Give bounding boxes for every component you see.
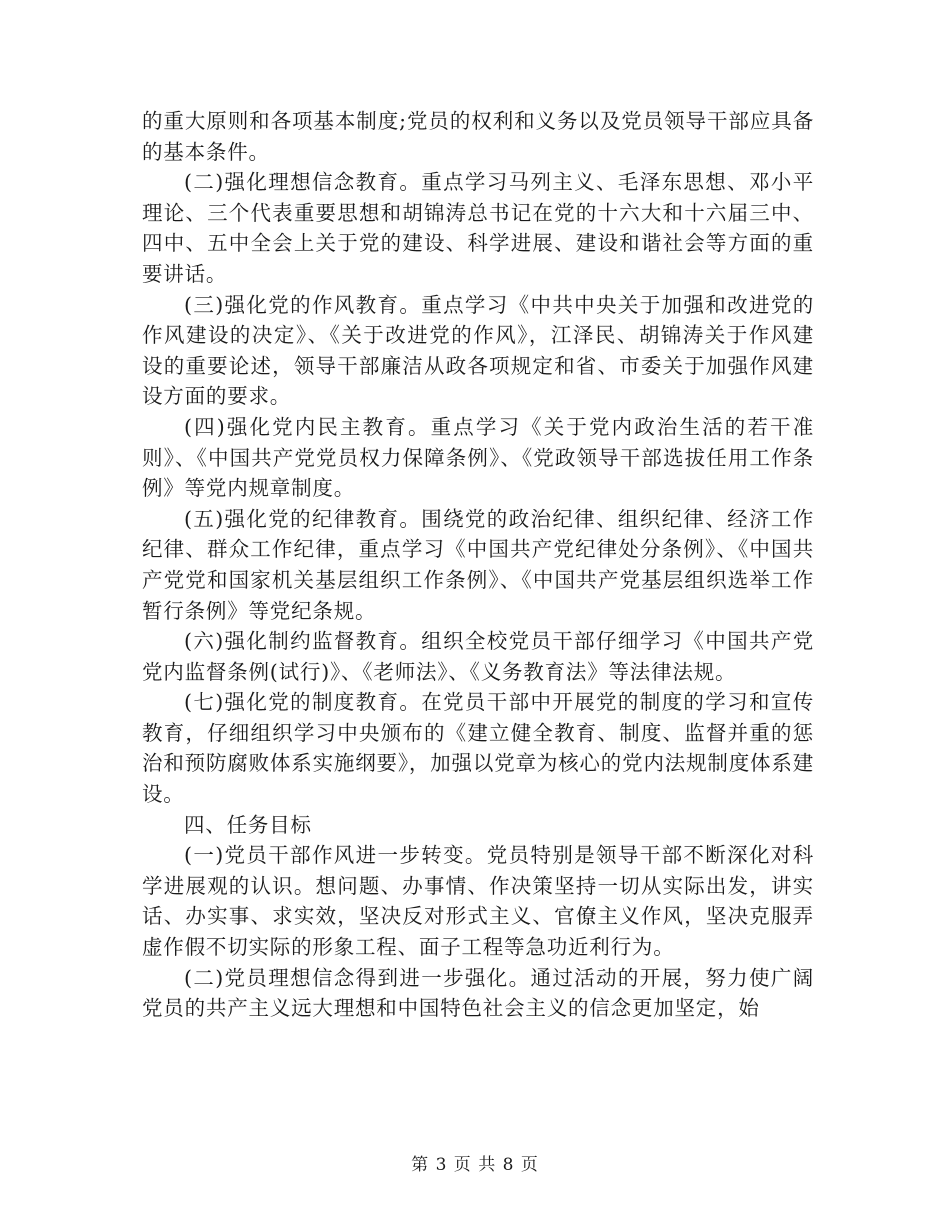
page-number-footer: 第 3 页 共 8 页 (411, 1155, 539, 1175)
section-heading: 四、任务目标 (184, 812, 312, 837)
paragraph-8: (一)党员干部作风进一步转变。党员特别是领导干部不断深化对科学进展观的认识。想问题、办事情、作决策坚持一切从实际出发，讲实话、办实事、求实效，坚决反对形式主义、官僚主义作风，坚决克服弄虚作假不切实际的形象工程、面子工程等急功近利行为。 (142, 843, 814, 960)
paragraph-2: (三)强化党的作风教育。重点学习《中共中央关于加强和改进党的作风建设的决定》、《关于改进党的作风》，江泽民、胡锦涛关于作风建设的重要论述，领导干部廉洁从政各项规定和省、市委关于加强作风建设方面的要求。 (142, 292, 814, 409)
paragraph-5: (六)强化制约监督教育。组织全校党员干部仔细学习《中国共产党党内监督条例(试行)》、《老师法》、《义务教育法》等法律法规。 (142, 629, 814, 684)
paragraph-6: (七)强化党的制度教育。在党员干部中开展党的制度的学习和宣传教育，仔细组织学习中央颁布的《建立健全教育、制度、监督并重的惩治和预防腐败体系实施纲要》，加强以党章为核心的党内法规制度体系建设。 (142, 690, 814, 807)
document-body (142, 106, 814, 1024)
paragraph-4: (五)强化党的纪律教育。围绕党的政治纪律、组织纪律、经济工作纪律、群众工作纪律，重点学习《中国共产党纪律处分条例》、《中国共产党党和国家机关基层组织工作条例》、《中国共产党基层组织选举工作暂行条例》等党纪条规。 (142, 506, 814, 623)
paragraph-1: (二)强化理想信念教育。重点学习马列主义、毛泽东思想、邓小平理论、三个代表重要思想和胡锦涛总书记在党的十六大和十六届三中、四中、五中全会上关于党的建设、科学进展、建设和谐社会等方面的重要讲话。 (142, 170, 814, 286)
paragraph-0: 的重大原则和各项基本制度;党员的权利和义务以及党员领导干部应具备的基本条件。 (142, 109, 814, 164)
paragraph-9: (二)党员理想信念得到进一步强化。通过活动的开展，努力使广阔党员的共产主义远大理想和中国特色社会主义的信念更加坚定，始 (142, 965, 814, 1021)
paragraph-3: (四)强化党内民主教育。重点学习《关于党内政治生活的若干准则》、《中国共产党党员权力保障条例》、《党政领导干部选拔任用工作条例》等党内规章制度。 (142, 414, 814, 501)
